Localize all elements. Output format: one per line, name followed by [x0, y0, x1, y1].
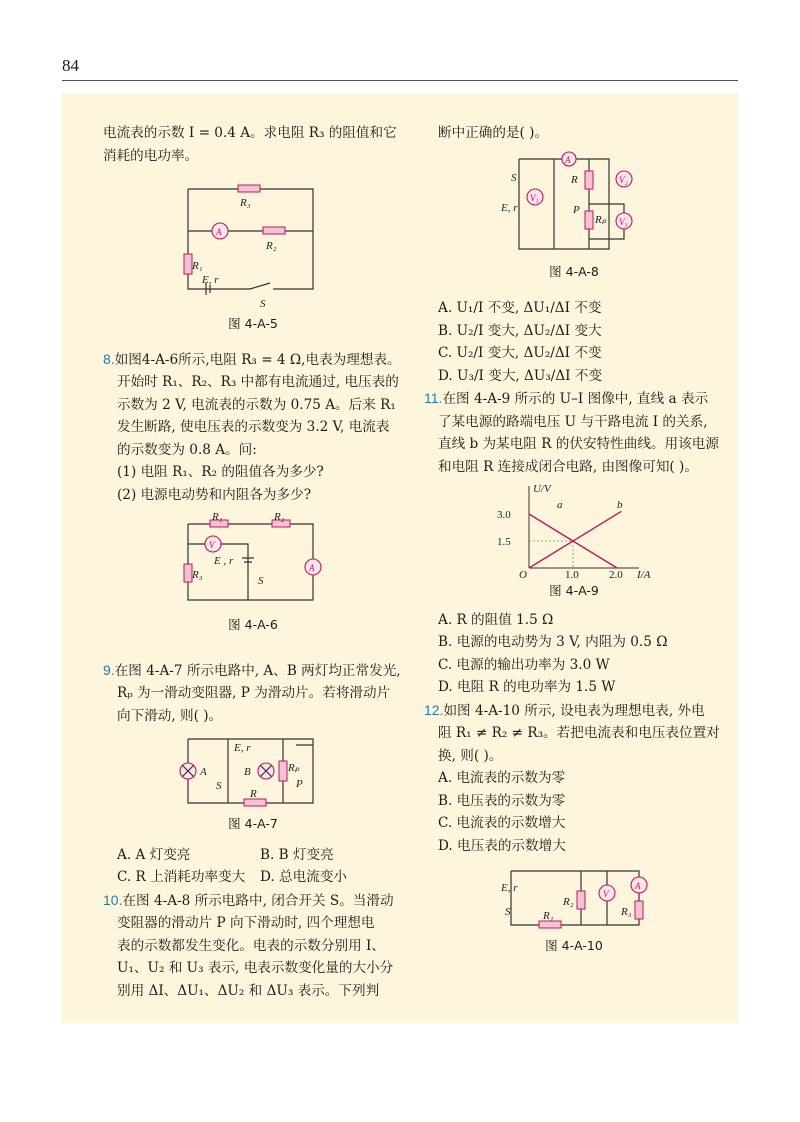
option: C. U₂/I 变大, ΔU₂/ΔI 不变 [438, 345, 602, 361]
figure-caption: 图 4-A-9 [549, 583, 599, 598]
y-axis-label: U/V [533, 483, 551, 495]
question-10-line: U₁、U₂ 和 U₃ 表示, 电表示数变化量的大小分 [117, 960, 394, 976]
question-9-line: 向下滑动, 则( )。 [117, 707, 223, 724]
circuit-figure-4-a-7 [178, 731, 328, 811]
option: A. U₁/I 不变, ΔU₁/ΔI 不变 [438, 300, 602, 316]
circuit-figure-4-a-10 [499, 863, 649, 933]
option: A. A 灯变亮 [117, 846, 191, 863]
option: B. U₂/I 变大, ΔU₂/ΔI 变大 [438, 322, 602, 339]
question-9-line: 9.在图 4-A-7 所示电路中, A、B 两灯均正常发光, [103, 661, 401, 679]
question-10-line: 10.在图 4-A-8 所示电路中, 闭合开关 S。当滑动 [103, 891, 394, 909]
right-column [424, 93, 724, 958]
question-12-line: 换, 则( )。 [438, 747, 503, 764]
question-11-line: 和电阻 R 连接成闭合电路, 由图像可知( )。 [438, 458, 698, 475]
circuit-figure-4-a-5 [178, 179, 328, 311]
question-8-line: 8.如图4-A-6所示,电阻 R₃ = 4 Ω,电表为理想表。 [103, 350, 401, 368]
r-label: R [571, 173, 578, 186]
ammeter-label: A [565, 154, 571, 165]
option: C. 电源的输出功率为 3.0 W [438, 656, 610, 673]
question-number: 10. [103, 891, 123, 908]
question-number: 12. [424, 701, 444, 718]
question-11-line: 11.在图 4-A-9 所示的 U–I 图像中, 直线 a 表示 [424, 390, 709, 407]
emf-label: E , r [214, 555, 234, 567]
question-8-line: 开始时 R₁、R₂、R₃ 中都有电流通过, 电压表的 [117, 374, 399, 390]
figure-caption: 图 4-A-5 [228, 316, 278, 331]
series-a-label: a [557, 499, 563, 511]
figure-caption: 图 4-A-8 [549, 263, 599, 279]
question-8-subquestion: (2) 电源电动势和内阻各为多少? [117, 486, 311, 503]
switch-label: S [505, 906, 511, 918]
lamp-b-label: B [244, 766, 251, 778]
ammeter-label: A [309, 563, 315, 573]
v1-label: V₁ [530, 192, 539, 203]
ui-chart-figure-4-a-9 [489, 482, 659, 578]
switch-label: S [216, 780, 222, 792]
series-b-label: b [617, 499, 623, 511]
option: B. 电压表的示数为零 [438, 792, 566, 809]
slider-label: P [296, 778, 303, 790]
question-12-line: 阻 R₁ ≠ R₂ ≠ R₃。若把电流表和电压表位置对 [438, 725, 720, 741]
r3-label: R₃ [192, 569, 203, 581]
content-panel [62, 93, 738, 1023]
r2-label: R₂ [563, 896, 574, 908]
option: D. 电压表的示数增大 [438, 837, 566, 854]
rp-label: Rₚ [288, 762, 300, 774]
switch-label: S [260, 298, 266, 310]
r1-label: R₁ [212, 512, 223, 523]
page-number: 84 [62, 56, 79, 75]
question-8-line: 示数为 2 V, 电流表的示数为 0.75 A。后来 R₁ [117, 396, 396, 413]
question-9-line: Rₚ 为一滑动变阻器, P 为滑动片。若将滑动片 [117, 685, 391, 701]
r-label: R [250, 788, 257, 800]
voltmeter-label: V [209, 540, 215, 550]
question-8-subquestion: (1) 电阻 R₁、R₂ 的阻值各为多少? [117, 464, 324, 480]
emf-label: E, r [234, 742, 251, 754]
intro-line: 电流表的示数 I = 0.4 A。求电阻 R₃ 的阻值和它 [103, 125, 397, 141]
switch-label: S [511, 171, 517, 184]
series-b-line [529, 511, 621, 568]
r2-label: R₂ [274, 512, 285, 523]
v2-label: V₂ [619, 174, 628, 185]
option: C. 电流表的示数增大 [438, 815, 566, 831]
r1-label: R₁ [192, 260, 203, 272]
left-column [103, 93, 403, 1002]
intro-line: 消耗的电功率。 [103, 147, 199, 164]
question-10-line: 别用 ΔI、ΔU₁、ΔU₂ 和 ΔU₃ 表示。下列判 [117, 982, 380, 999]
switch-label: S [258, 575, 264, 587]
figure-caption: 图 4-A-6 [228, 617, 278, 632]
question-11-line: 了某电源的路端电压 U 与干路电流 I 的关系, [438, 413, 708, 430]
r3-label: R₃ [621, 906, 632, 918]
question-number: 8. [103, 350, 115, 367]
option: C. R 上消耗功率变大 [117, 869, 246, 885]
x-tick-label: 2.0 [609, 569, 623, 578]
voltmeter-label: V [603, 889, 609, 899]
option: D. 电阻 R 的电功率为 1.5 W [438, 679, 616, 695]
y-tick-label: 3.0 [497, 509, 511, 521]
question-9-options-row [103, 844, 403, 867]
figure-caption: 图 4-A-10 [545, 938, 603, 953]
option: D. 总电流变小 [260, 869, 348, 885]
question-8-line: 的示数变为 0.8 A。问: [117, 441, 257, 458]
x-axis-label: I/A [637, 569, 651, 578]
v3-label: V₃ [619, 216, 628, 227]
lamp-a-label: A [200, 766, 207, 778]
option: B. 电源的电动势为 3 V, 内阻为 0.5 Ω [438, 634, 668, 650]
question-number: 9. [103, 661, 115, 678]
option: D. U₃/I 变大, ΔU₃/ΔI 不变 [438, 367, 603, 384]
x-tick-label: 1.0 [565, 569, 579, 578]
option: B. B 灯变亮 [260, 846, 334, 863]
r3-label: R₃ [240, 197, 251, 209]
y-tick-label: 1.5 [497, 536, 511, 548]
question-9-options-row [103, 866, 403, 889]
r2-label: R₂ [266, 240, 277, 252]
rp-label: Rₚ [595, 213, 607, 226]
question-number: 11. [424, 390, 443, 406]
question-8-line: 发生断路, 使电压表的示数变为 3.2 V, 电流表 [117, 419, 390, 435]
ammeter-label: A [635, 881, 641, 891]
option: A. R 的阻值 1.5 Ω [438, 611, 554, 628]
circuit-figure-4-a-6 [178, 512, 328, 612]
header-rule [62, 80, 738, 81]
ammeter-label: A [216, 227, 222, 237]
origin-label: O [519, 569, 527, 578]
emf-label: E, r [202, 274, 219, 286]
figure-caption: 图 4-A-7 [228, 816, 278, 831]
emf-label: E, r [501, 882, 518, 894]
question-11-line: 直线 b 为某电阻 R 的伏安特性曲线。用该电源 [438, 436, 719, 452]
r1-label: R₁ [543, 910, 554, 922]
emf-label: E, r [501, 201, 518, 214]
question-12-line: 12.如图 4-A-10 所示, 设电表为理想电表, 外电 [424, 701, 705, 719]
circuit-figure-4-a-8 [499, 149, 649, 259]
question-10-line: 变阻器的滑动片 P 向下滑动时, 四个理想电 [117, 915, 375, 931]
question-10-continuation: 断中正确的是( )。 [438, 125, 549, 141]
question-10-line: 表的示数都发生变化。电表的示数分别用 I、 [117, 937, 385, 954]
option: A. 电流表的示数为零 [438, 770, 566, 786]
slider-label: P [573, 203, 580, 216]
